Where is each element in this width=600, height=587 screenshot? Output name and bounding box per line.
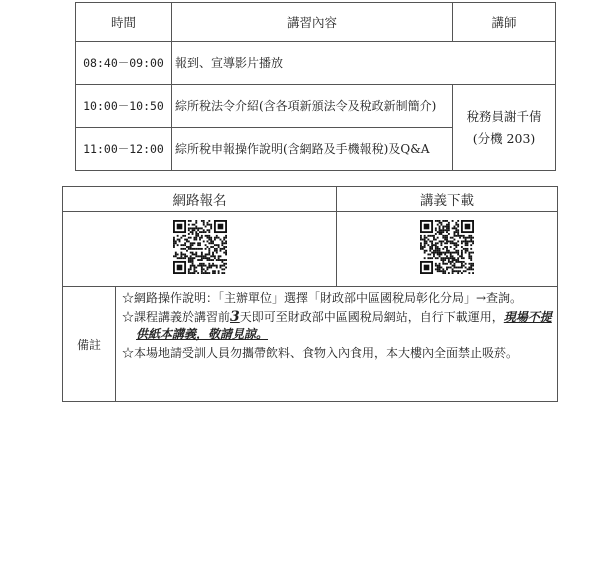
row-content: 綜所稅申報操作說明(含網路及手機報稅)及Q&A — [172, 128, 453, 171]
note-text: 天即可至財政部中區國稅局網站，自行下載運用， — [239, 310, 504, 324]
qr-row — [63, 212, 558, 287]
register-qr-cell — [63, 212, 337, 287]
header-content: 講習內容 — [172, 3, 453, 42]
qr-code-icon[interactable] — [173, 220, 227, 274]
note-text: ☆課程講義於講習前 — [122, 310, 231, 324]
table-row — [76, 85, 556, 128]
registration-table — [62, 186, 558, 402]
note-emphasis: 現場不提供紙本講義，敬請見諒。 — [136, 310, 552, 341]
header-download: 講義下載 — [337, 187, 558, 212]
header-time: 時間 — [76, 3, 172, 42]
note-item: ☆網路操作說明：「主辦單位」選擇「財政部中區國稅局彰化分局」→查詢。 — [122, 291, 523, 305]
row-time: 08:40－09:00 — [76, 42, 172, 85]
note-item — [119, 309, 554, 343]
note-days: 3 — [230, 309, 240, 325]
header-teacher: 講師 — [453, 3, 556, 42]
row-time: 10:00－10:50 — [76, 85, 172, 128]
teacher-name: 稅務員謝千倩 — [466, 108, 542, 124]
header-register: 網路報名 — [63, 187, 337, 212]
notes-cell — [116, 287, 558, 402]
notes-row — [63, 287, 558, 402]
row-time: 11:00－12:00 — [76, 128, 172, 171]
note-item: ☆本場地請受訓人員勿攜帶飲料、食物入內食用，本大樓內全面禁止吸菸。 — [122, 346, 519, 360]
links-header-row — [63, 187, 558, 212]
teacher-cell — [453, 85, 556, 171]
download-qr-cell — [337, 212, 558, 287]
teacher-ext: (分機 203) — [472, 130, 536, 146]
schedule-table — [75, 2, 556, 171]
table-row — [76, 42, 556, 85]
qr-code-icon[interactable] — [420, 220, 474, 274]
schedule-header-row — [76, 3, 556, 42]
row-content: 報到、宣導影片播放 — [172, 42, 556, 85]
row-content: 綜所稅法令介紹(含各項新頒法令及稅政新制簡介) — [172, 85, 453, 128]
notes-label: 備註 — [63, 287, 116, 402]
